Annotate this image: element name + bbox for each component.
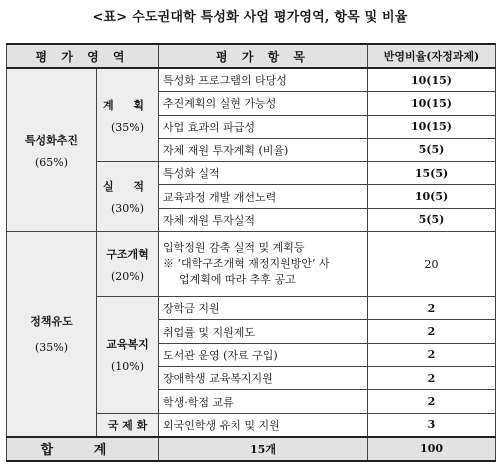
- total-label-cell: [7, 437, 159, 461]
- item-value: 10(15): [368, 68, 496, 91]
- total-value: 100: [368, 437, 496, 461]
- total-label: 합 계: [40, 443, 125, 459]
- item-label: 취업률 및 지원제도: [159, 320, 368, 343]
- sub-area-name: 구조개혁: [106, 247, 149, 261]
- sub-area-cell-welfare: [97, 297, 159, 414]
- item-value: 10(5): [368, 185, 496, 208]
- sub-area-cell-plan: [97, 68, 159, 161]
- area-name: 정책유도: [30, 315, 73, 329]
- total-items: 15개: [159, 437, 368, 461]
- item-value: 2: [368, 343, 496, 366]
- item-value: 2: [368, 297, 496, 320]
- item-structure-line1: 입학정원 감축 실적 및 계획등: [163, 241, 305, 255]
- table-title: <표> 수도권대학 특성화 사업 평가영역, 항목 및 비율: [92, 10, 408, 25]
- sub-area-percent: (20%): [110, 269, 145, 283]
- item-value: 2: [368, 320, 496, 343]
- header-ratio: 반영비율(자정과제): [368, 44, 496, 68]
- sub-area-percent: (10%): [110, 360, 145, 374]
- item-value: 10(15): [368, 92, 496, 115]
- area-name: 특성화추진: [24, 133, 79, 147]
- header-item: 평 가 항 목: [159, 44, 368, 68]
- sub-area-cell-international: [97, 413, 159, 436]
- item-label: 외국인학생 유치 및 지원: [159, 413, 368, 436]
- item-value: 2: [368, 390, 496, 413]
- sub-area-name: 계 획: [102, 98, 153, 112]
- item-label: 자체 재원 투자실적: [159, 208, 368, 231]
- sub-area-name: 실 적: [102, 180, 153, 194]
- item-value: 5(5): [368, 138, 496, 161]
- item-label: 장학금 지원: [159, 297, 368, 320]
- sub-area-percent: (35%): [110, 120, 145, 134]
- sub-area-name: 교육복지: [106, 338, 149, 352]
- header-row: [7, 44, 496, 68]
- item-structure-line2: ※ ‘대학구조개혁 재정지원방안’ 사: [163, 257, 330, 271]
- total-row: [7, 437, 496, 461]
- table-row: [7, 232, 496, 297]
- sub-area-name: 국 제 화: [107, 418, 148, 432]
- area-percent: (35%): [34, 341, 69, 355]
- sub-area-percent: (30%): [110, 202, 145, 216]
- item-label: 자체 재원 투자계획 (비율): [159, 138, 368, 161]
- item-value: 5(5): [368, 208, 496, 231]
- item-value: 2: [368, 367, 496, 390]
- sub-area-cell-restructuring: [97, 232, 159, 297]
- item-value: 20: [368, 232, 496, 297]
- table-row: [7, 68, 496, 91]
- item-value: 3: [368, 413, 496, 436]
- item-label: 장애학생 교육복지지원: [159, 367, 368, 390]
- item-value: 10(15): [368, 115, 496, 138]
- item-label: 교육과정 개발 개선노력: [159, 185, 368, 208]
- item-structure-line3: 업계획에 따라 추후 공고: [179, 273, 296, 287]
- sub-area-cell-results: [97, 162, 159, 232]
- item-label: 도서관 운영 (자료 구입): [159, 343, 368, 366]
- item-label: 사업 효과의 파급성: [159, 115, 368, 138]
- area-cell-policy: [7, 232, 97, 437]
- area-percent: (65%): [34, 155, 69, 169]
- evaluation-table: [6, 43, 496, 462]
- item-label: 특성화 프로그램의 타당성: [159, 68, 368, 91]
- item-label: 학생·학점 교류: [159, 390, 368, 413]
- header-area: 평 가 영 역: [7, 44, 159, 68]
- item-structure: [159, 232, 368, 297]
- item-value: 15(5): [368, 162, 496, 185]
- item-label: 특성화 실적: [159, 162, 368, 185]
- area-cell-specialization: [7, 68, 97, 231]
- item-label: 추진계획의 실현 가능성: [159, 92, 368, 115]
